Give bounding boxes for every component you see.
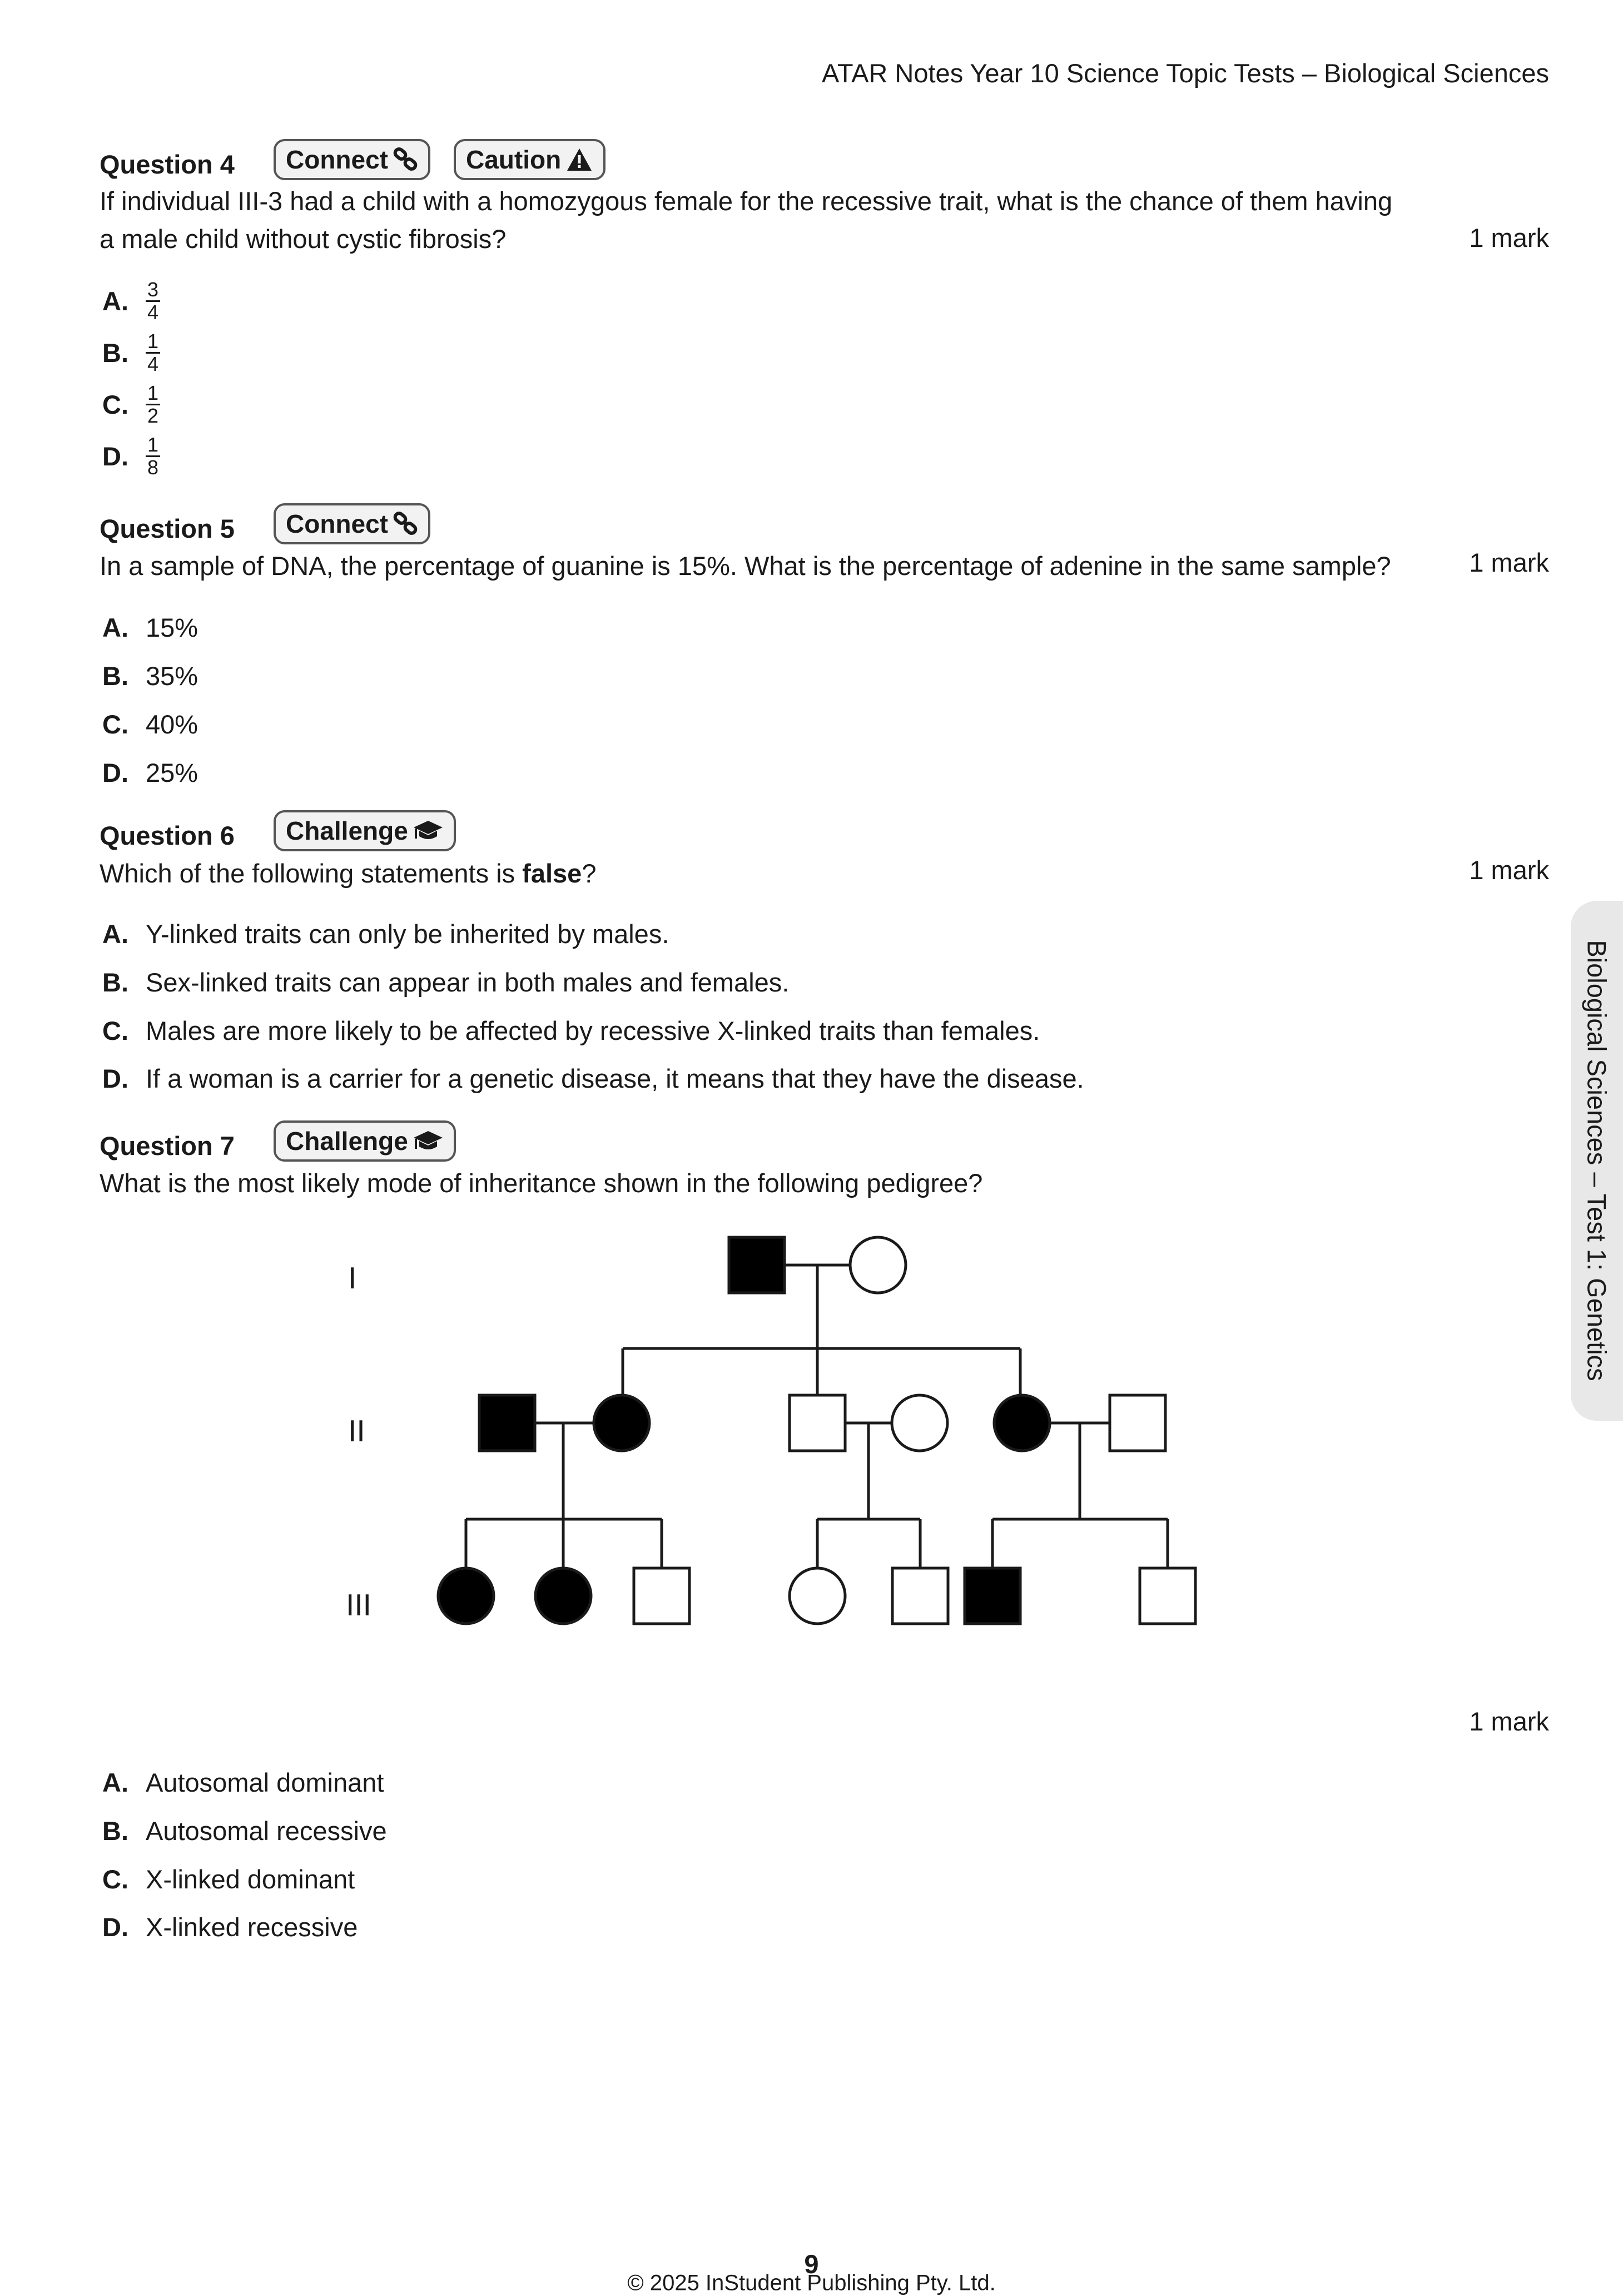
tag-label: Connect [286,145,388,174]
option-letter: D. [102,1064,128,1093]
option-letter: D. [102,758,128,787]
unaffected-female-symbol [892,1395,947,1451]
option-letter: C. [102,1864,128,1894]
option-letter: A. [102,1768,128,1797]
stem-text: ? [582,859,597,888]
question-4-marks: 1 mark [1469,223,1549,252]
question-6-title: Question 6 [100,821,235,850]
option-text: X-linked dominant [146,1864,355,1894]
denominator: 8 [147,456,159,479]
stem-text: Which of the following statements is [100,859,523,888]
affected-female-symbol [994,1395,1050,1451]
option-letter: A. [102,613,128,642]
option-text: 25% [146,758,198,787]
option-letter: B. [102,338,128,368]
option-d[interactable] [102,1912,358,1942]
question-6-marks: 1 mark [1469,855,1549,885]
stem-line: If individual III-3 had a child with a homozygous female for the recessive trait, what is the chance of them having [100,186,1393,216]
option-letter: B. [102,1816,128,1846]
option-letter: C. [102,1016,128,1045]
generation-label-iii: III [346,1589,372,1623]
affected-male-symbol [729,1237,785,1293]
numerator: 3 [146,279,160,302]
option-letter: D. [102,442,128,471]
generation-label-i: I [348,1262,357,1296]
affected-female-symbol [535,1568,591,1624]
option-letter: B. [102,661,128,691]
option-text: Males are more likely to be affected by recessive X-linked traits than females. [146,1016,1040,1045]
tag-label: Caution [466,145,562,174]
option-letter: B. [102,968,128,997]
option-a[interactable] [102,1767,384,1798]
option-text: Autosomal recessive [146,1816,387,1846]
option-letter: A. [102,919,128,949]
tag-label: Connect [286,509,388,538]
denominator: 4 [147,353,159,375]
question-5-stem: In a sample of DNA, the percentage of guanine is 15%. What is the percentage of adenine in the same sample? [100,551,1391,581]
option-text: If a woman is a carrier for a genetic disease, it means that they have the disease. [146,1064,1084,1093]
option-b[interactable] [102,1816,387,1846]
question-5-marks: 1 mark [1469,548,1549,577]
affected-male-symbol [479,1395,535,1451]
unaffected-female-symbol [850,1237,906,1293]
option-text: 15% [146,613,198,642]
generation-label-ii: II [348,1415,365,1449]
affected-female-symbol [594,1395,649,1451]
option-c[interactable] [102,1864,355,1895]
numerator: 1 [146,434,160,457]
question-7-marks: 1 mark [1469,1707,1549,1736]
unaffected-male-symbol [892,1568,948,1624]
numerator: 1 [146,383,160,405]
page-number: 9 [804,2249,819,2279]
denominator: 4 [147,301,159,324]
stem-line: a male child without cystic fibrosis? [100,224,507,254]
option-letter: C. [102,390,128,419]
option-letter: A. [102,286,128,316]
unaffected-male-symbol [790,1395,845,1451]
running-header: ATAR Notes Year 10 Science Topic Tests – Biological Sciences [821,58,1549,88]
copyright: © 2025 InStudent Publishing Pty. Ltd. [627,2270,996,2295]
question-7-stem: What is the most likely mode of inheritance shown in the following pedigree? [100,1168,983,1198]
unaffected-male-symbol [1140,1568,1195,1624]
unaffected-male-symbol [634,1568,689,1624]
affected-male-symbol [965,1568,1020,1624]
stem-emphasis: false [522,859,582,888]
tag-label: Challenge [286,816,408,845]
question-7-title: Question 7 [100,1131,235,1161]
option-letter: C. [102,710,128,739]
option-text: X-linked recessive [146,1912,358,1942]
denominator: 2 [147,404,159,427]
option-letter: D. [102,1912,128,1942]
option-text: Y-linked traits can only be inherited by males. [146,919,669,949]
option-text: Autosomal dominant [146,1768,384,1797]
side-tab-label: Biological Sciences – Test 1: Genetics [1582,940,1612,1381]
tag-label: Challenge [286,1127,408,1156]
option-text: 40% [146,710,198,739]
unaffected-female-symbol [790,1568,845,1624]
question-5-title: Question 5 [100,514,235,543]
unaffected-male-symbol [1110,1395,1165,1451]
question-4-title: Question 4 [100,150,235,179]
numerator: 1 [146,331,160,354]
option-text: 35% [146,661,198,691]
option-text: Sex-linked traits can appear in both males and females. [146,968,790,997]
affected-female-symbol [438,1568,494,1624]
